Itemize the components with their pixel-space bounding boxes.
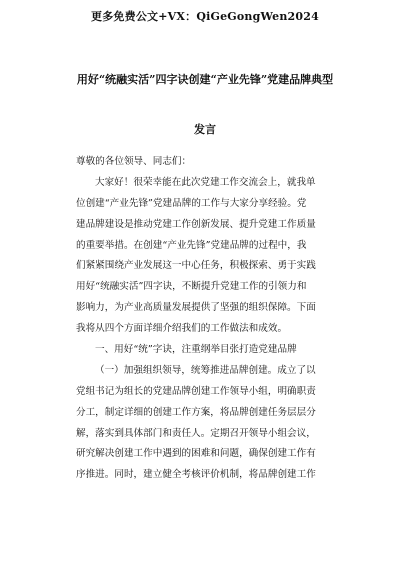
section-heading: 一、用好“统”字诀，注重纲举目张打造党建品牌 — [95, 344, 297, 356]
paragraph-line: 序推进。同时，建立健全考核评价机制，将品牌创建工作 — [76, 469, 316, 481]
watermark-header: 更多免费公文+VX：QiGeGongWen2024 — [91, 10, 319, 23]
paragraph-line: 我将从四个方面详细介绍我们的工作做法和成效。 — [76, 323, 288, 335]
paragraph-line: 建品牌建设是推动党建工作创新发展、提升党建工作质量 — [76, 218, 316, 230]
paragraph-line: 党组书记为组长的党建品牌创建工作领导小组，明确职责 — [76, 385, 316, 397]
paragraph-line: 的重要举措。在创建“产业先锋”党建品牌的过程中，我 — [76, 239, 307, 251]
paragraph-line: 大家好！很荣幸能在此次党建工作交流会上，就我单 — [95, 176, 316, 188]
salutation: 尊敬的各位领导、同志们： — [76, 156, 192, 167]
document-title-line2: 发言 — [194, 123, 216, 136]
paragraph-line: 分工，制定详细的创建工作方案，将品牌创建任务层层分 — [76, 406, 316, 418]
paragraph-line: 研究解决创建工作中遇到的困难和问题，确保创建工作有 — [76, 448, 316, 460]
paragraph-line: 用好“统融实活”四字诀，不断提升党建工作的引领力和 — [76, 281, 307, 293]
paragraph-line: （一）加强组织领导，统筹推进品牌创建。成立了以 — [95, 364, 316, 376]
paragraph-line: 解，落实到具体部门和责任人。定期召开领导小组会议， — [76, 427, 316, 439]
paragraph-line: 们紧紧围绕产业发展这一中心任务，积极探索、勇于实践 — [76, 260, 316, 272]
document-body — [76, 152, 338, 486]
document-title: 用好“统融实活”四字诀创建“产业先锋”党建品牌典型 — [76, 73, 334, 86]
paragraph-line: 影响力，为产业高质量发展提供了坚强的组织保障。下面 — [76, 302, 316, 314]
paragraph-line: 位创建“产业先锋”党建品牌的工作与大家分享经验。党 — [76, 197, 307, 209]
